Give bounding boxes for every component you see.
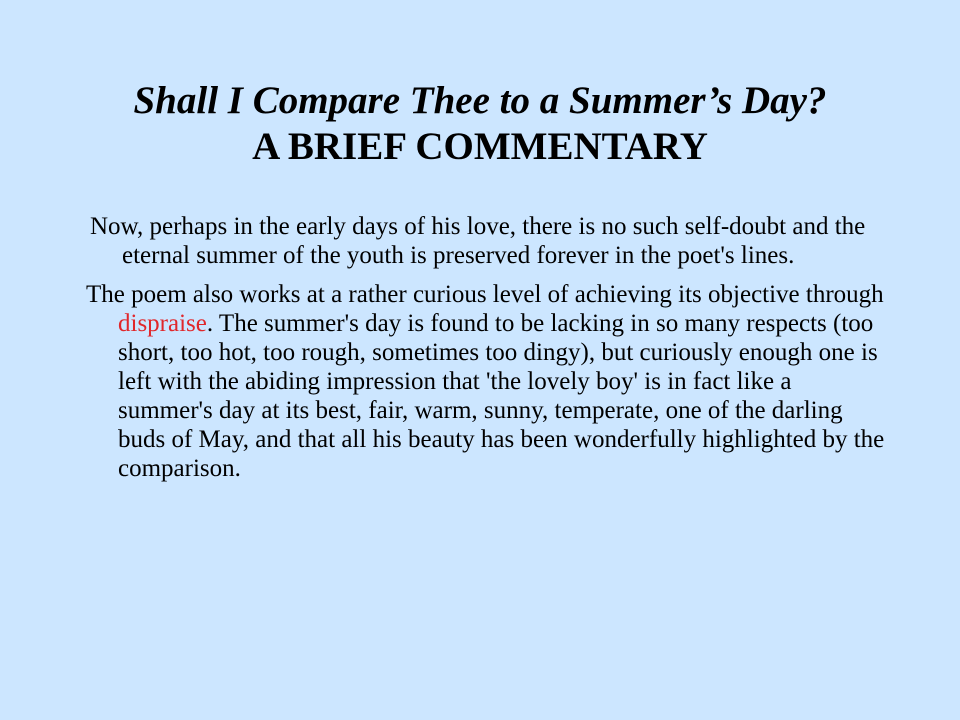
slide-title: [0, 78, 960, 170]
paragraph-2-text-after: . The summer's day is found to be lacking in so many respects (too short, too hot, too rough, sometimes too dingy), but curiously enough one is left with the abiding impression that 'the lovely boy' is in fact like a summer's day at its best, fair, warm, sunny, temperate, one of the darling buds of May, and that all his beauty has been wonderfully highlighted by the comparison.: [118, 310, 885, 482]
slide-body: [86, 212, 886, 483]
highlighted-word: dispraise: [118, 310, 207, 337]
paragraph-1: Now, perhaps in the early days of his love, there is no such self-doubt and the eternal summer of the youth is preserved forever in the poet's lines.: [90, 213, 866, 269]
paragraph-2-text-before: The poem also works at a rather curious level of achieving its objective through: [86, 281, 884, 308]
title-line-1: Shall I Compare Thee to a Summer’s Day?: [133, 79, 827, 122]
title-line-2: A BRIEF COMMENTARY: [252, 125, 708, 168]
paragraph-2: [86, 280, 886, 483]
